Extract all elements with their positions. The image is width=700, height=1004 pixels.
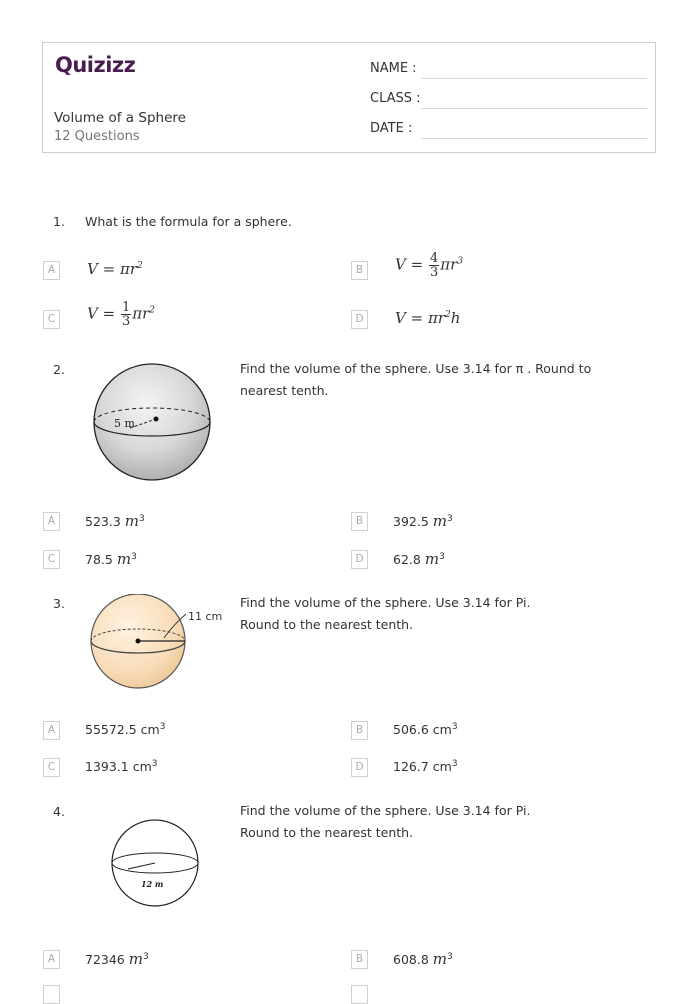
question-text: Find the volume of the sphere. Use 3.14 for Pi. Round to the nearest tenth. (240, 803, 531, 840)
option-letter[interactable] (43, 985, 60, 1004)
class-field[interactable] (421, 108, 647, 109)
option-answer[interactable]: 1393.1 $cm^3$ (85, 759, 158, 775)
radius-label: 11 cm (188, 610, 223, 623)
option-letter[interactable]: B (351, 721, 368, 740)
quizizz-logo: Quizizz (55, 53, 136, 77)
sphere-figure (86, 594, 226, 694)
question-count: 12 Questions (54, 129, 140, 144)
option-formula[interactable]: V = $\frac{4}{3}$ $\pi r^3$ (395, 251, 464, 280)
option-letter[interactable]: D (351, 550, 368, 569)
question-number: 2. (53, 362, 65, 377)
question-text: What is the formula for a sphere. (85, 214, 292, 229)
radius-label: 5 m (114, 417, 135, 430)
date-field[interactable] (421, 138, 647, 139)
option-letter[interactable]: D (351, 758, 368, 777)
option-answer[interactable]: 523.3 $m^3$ (85, 512, 145, 530)
sphere-figure (90, 360, 216, 485)
radius-label: 12 m (141, 879, 164, 889)
option-letter[interactable]: B (351, 950, 368, 969)
option-letter[interactable]: C (43, 310, 60, 329)
name-field[interactable] (421, 78, 647, 79)
question-number: 4. (53, 804, 65, 819)
option-letter[interactable]: A (43, 512, 60, 531)
date-label: DATE : (370, 121, 413, 136)
option-formula[interactable]: V = $\frac{1}{3}$ $\pi r^2$ (87, 300, 156, 329)
option-answer[interactable]: 62.8 $m^3$ (393, 550, 445, 568)
option-formula[interactable]: $V = \pi r^2h$ (395, 309, 461, 327)
option-answer[interactable]: 78.5 $m^3$ (85, 550, 137, 568)
option-answer[interactable]: 608.8 $m^3$ (393, 950, 453, 968)
question-text: Find the volume of the sphere. Use 3.14 for Pi. Round to the nearest tenth. (240, 595, 531, 632)
question-text: Find the volume of the sphere. Use 3.14 for π . Round to nearest tenth. (240, 361, 592, 398)
option-letter[interactable]: A (43, 721, 60, 740)
option-letter[interactable]: B (351, 512, 368, 531)
option-letter[interactable]: A (43, 950, 60, 969)
option-answer[interactable]: 72346 $m^3$ (85, 950, 149, 968)
worksheet-header (42, 42, 656, 153)
name-label: NAME : (370, 61, 417, 76)
option-letter[interactable]: A (43, 261, 60, 280)
worksheet-title: Volume of a Sphere (54, 110, 186, 126)
option-letter[interactable]: C (43, 758, 60, 777)
option-letter[interactable]: B (351, 261, 368, 280)
option-answer[interactable]: 55572.5 $cm^3$ (85, 722, 166, 738)
class-label: CLASS : (370, 91, 421, 106)
option-letter[interactable]: D (351, 310, 368, 329)
question-number: 1. (53, 214, 65, 229)
option-answer[interactable]: 392.5 $m^3$ (393, 512, 453, 530)
option-answer[interactable]: 506.6 $cm^3$ (393, 722, 458, 738)
question-number: 3. (53, 596, 65, 611)
option-letter[interactable]: C (43, 550, 60, 569)
sphere-figure (108, 818, 204, 910)
option-letter[interactable] (351, 985, 368, 1004)
option-answer[interactable]: 126.7 $cm^3$ (393, 759, 458, 775)
option-formula[interactable]: $V = \pi r^2$ (87, 260, 143, 278)
